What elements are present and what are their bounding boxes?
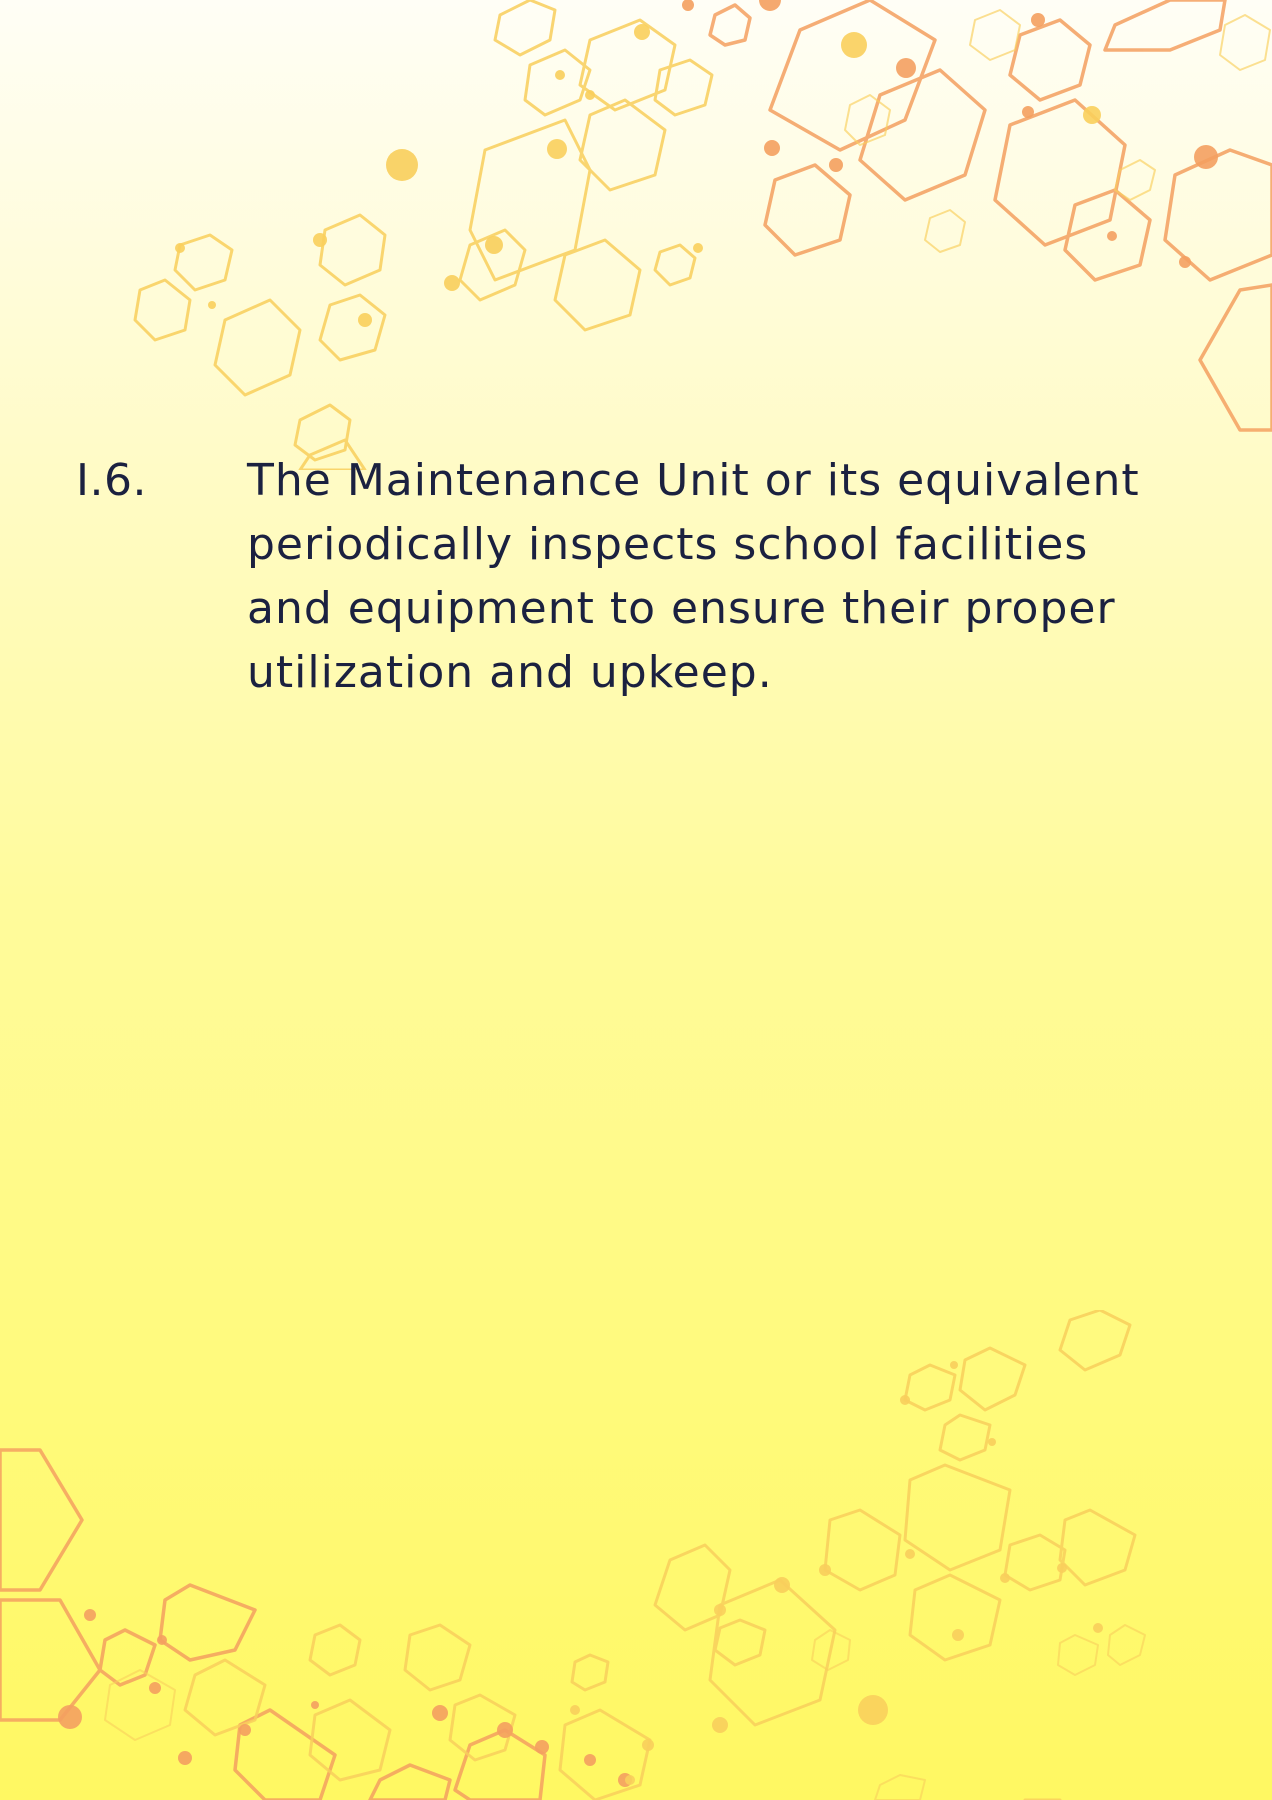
section-text: The Maintenance Unit or its equivalent periodically inspects school facilities and equipment to ensure their proper utilization and upkeep. (247, 455, 1140, 698)
section-number: I.6. (76, 455, 147, 506)
hexagon-pattern-top (0, 0, 1272, 470)
hexagon-pattern-bottom (0, 1310, 1272, 1800)
